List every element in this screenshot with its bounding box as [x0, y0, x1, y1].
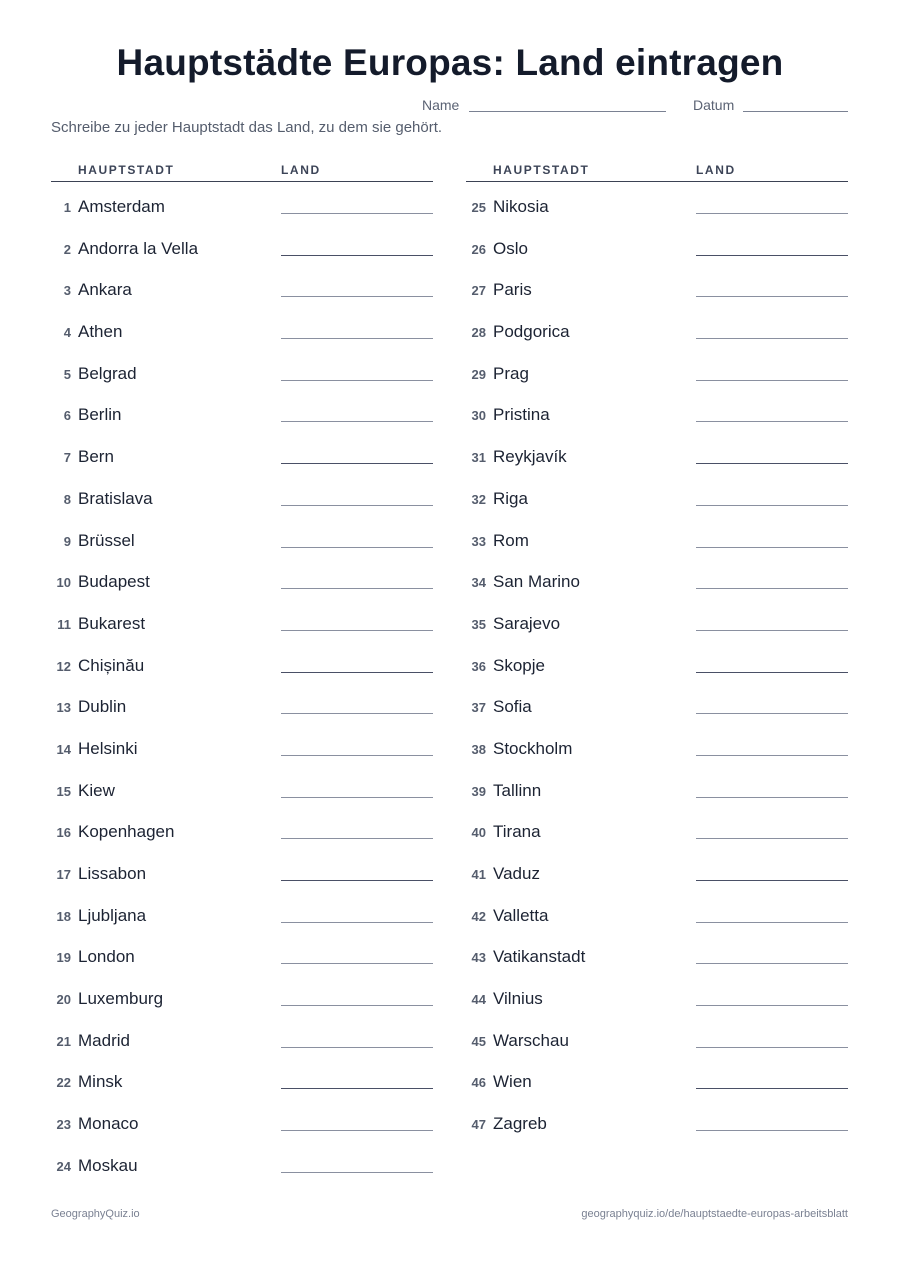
list-item: [51, 932, 433, 974]
list-item: [466, 766, 848, 808]
list-item: [466, 682, 848, 724]
list-item: [466, 390, 848, 432]
country-answer-line[interactable]: [696, 838, 848, 839]
country-answer-line[interactable]: [696, 296, 848, 297]
capital-name: Monaco: [78, 1114, 139, 1134]
country-answer-line[interactable]: [696, 547, 848, 548]
list-item: [51, 599, 433, 641]
item-number: 9: [63, 533, 71, 549]
item-number: 28: [471, 325, 486, 341]
country-answer-line[interactable]: [281, 755, 433, 756]
column-header: [466, 160, 848, 182]
list-item: [466, 1099, 848, 1141]
list-item: [51, 807, 433, 849]
list-item: [466, 974, 848, 1016]
capital-name: Nikosia: [493, 197, 549, 216]
list-item: [51, 474, 433, 516]
capital-name: Kopenhagen: [78, 822, 175, 842]
footer-url: geographyquiz.io/de/hauptstaedte-europas-arbeitsblatt: [581, 1208, 848, 1220]
item-number: 4: [63, 325, 71, 341]
country-answer-line[interactable]: [696, 213, 848, 214]
capital-name: Skopje: [493, 655, 545, 675]
item-number: 15: [56, 783, 71, 799]
column-header: [51, 160, 433, 182]
list-item: [51, 766, 433, 808]
country-answer-line[interactable]: [281, 547, 433, 548]
item-number: 31: [471, 450, 486, 466]
country-answer-line[interactable]: [696, 880, 848, 881]
country-answer-line[interactable]: [696, 255, 848, 256]
capital-name: Madrid: [78, 1030, 130, 1050]
capital-list-left: [51, 182, 433, 1183]
capital-list-right: [466, 182, 848, 1141]
capital-name: Bukarest: [78, 613, 146, 633]
list-item: [51, 974, 433, 1016]
list-item: [466, 807, 848, 849]
item-number: 41: [471, 867, 486, 882]
right-column: [466, 160, 848, 1141]
item-number: 23: [56, 1117, 71, 1133]
country-answer-line[interactable]: [696, 380, 848, 381]
list-item: [51, 1099, 433, 1141]
capital-name: Luxemburg: [78, 989, 164, 1009]
country-answer-line[interactable]: [281, 338, 433, 339]
name-date-fields: [0, 96, 900, 116]
capital-name: Reykjavík: [493, 447, 567, 467]
list-item: [466, 1057, 848, 1099]
item-number: 8: [63, 491, 71, 507]
capital-name: Kiew: [78, 780, 115, 800]
item-number: 22: [56, 1075, 71, 1091]
list-item: [466, 474, 848, 516]
name-field[interactable]: [469, 111, 666, 112]
capital-name: Stockholm: [493, 738, 573, 758]
list-item: [466, 1016, 848, 1058]
item-number: 30: [471, 408, 486, 424]
item-number: 44: [471, 992, 486, 1008]
list-item: [51, 349, 433, 391]
capital-name: Riga: [493, 488, 528, 508]
capital-header: HAUPTSTADT: [78, 163, 175, 177]
capital-name: Warschau: [493, 1030, 569, 1050]
item-number: 29: [471, 366, 486, 382]
country-answer-line[interactable]: [281, 672, 433, 673]
capital-name: Vatikanstadt: [493, 947, 586, 967]
list-item: [466, 265, 848, 307]
country-answer-line[interactable]: [281, 1088, 433, 1089]
country-answer-line[interactable]: [696, 963, 848, 964]
list-item: [466, 641, 848, 683]
capital-name: Athen: [78, 322, 123, 342]
country-answer-line[interactable]: [281, 588, 433, 589]
item-number: 27: [471, 283, 486, 299]
country-answer-line[interactable]: [281, 255, 433, 256]
capital-name: Belgrad: [78, 363, 137, 383]
country-answer-line[interactable]: [696, 338, 848, 339]
item-number: 45: [471, 1033, 486, 1049]
capital-name: Helsinki: [78, 738, 138, 758]
capital-name: Budapest: [78, 572, 150, 592]
country-header: LAND: [281, 163, 321, 177]
country-answer-line[interactable]: [281, 1172, 433, 1173]
country-answer-line[interactable]: [696, 588, 848, 589]
country-answer-line[interactable]: [281, 963, 433, 964]
list-item: [51, 265, 433, 307]
country-answer-line[interactable]: [281, 213, 433, 214]
capital-name: Vilnius: [493, 989, 543, 1009]
country-answer-line[interactable]: [281, 1130, 433, 1131]
list-item: [51, 516, 433, 558]
item-number: 19: [56, 950, 71, 966]
capital-name: Sarajevo: [493, 613, 561, 633]
capital-name: Andorra la Vella: [78, 238, 199, 258]
list-item: [51, 557, 433, 599]
list-item: [51, 724, 433, 766]
list-item: [51, 849, 433, 891]
country-answer-line[interactable]: [281, 505, 433, 506]
item-number: 46: [471, 1075, 486, 1091]
capital-name: Valletta: [493, 905, 549, 925]
item-number: 34: [471, 575, 486, 591]
item-number: 26: [471, 241, 486, 257]
item-number: 38: [471, 741, 486, 757]
country-answer-line[interactable]: [281, 713, 433, 714]
country-answer-line[interactable]: [696, 1005, 848, 1006]
list-item: [466, 182, 848, 224]
item-number: 21: [56, 1033, 71, 1049]
list-item: [51, 432, 433, 474]
country-answer-line[interactable]: [281, 797, 433, 798]
list-item: [51, 1057, 433, 1099]
country-answer-line[interactable]: [281, 463, 433, 464]
list-item: [466, 349, 848, 391]
list-item: [51, 641, 433, 683]
country-answer-line[interactable]: [281, 838, 433, 839]
item-number: 6: [63, 408, 71, 424]
capital-name: Chișinău: [78, 655, 145, 675]
left-column: [51, 160, 433, 1183]
item-number: 25: [471, 200, 486, 215]
item-number: 37: [471, 700, 486, 716]
list-item: [466, 307, 848, 349]
country-answer-line[interactable]: [281, 922, 433, 923]
list-item: [466, 599, 848, 641]
capital-name: Paris: [493, 280, 532, 300]
capital-name: Tirana: [493, 822, 541, 842]
item-number: 18: [56, 908, 71, 924]
item-number: 17: [56, 867, 71, 882]
item-number: 1: [63, 200, 71, 215]
capital-name: Vaduz: [493, 864, 540, 883]
list-item: [466, 891, 848, 933]
item-number: 32: [471, 491, 486, 507]
country-answer-line[interactable]: [696, 630, 848, 631]
item-number: 12: [56, 658, 71, 674]
date-label: Datum: [693, 97, 735, 113]
list-item: [51, 182, 433, 224]
country-answer-line[interactable]: [696, 505, 848, 506]
country-answer-line[interactable]: [281, 380, 433, 381]
item-number: 39: [471, 783, 486, 799]
capital-name: Minsk: [78, 1072, 123, 1092]
country-answer-line[interactable]: [696, 463, 848, 464]
country-answer-line[interactable]: [281, 1005, 433, 1006]
capital-name: San Marino: [493, 572, 580, 592]
item-number: 11: [57, 616, 71, 632]
list-item: [466, 724, 848, 766]
list-item: [466, 224, 848, 266]
capital-name: Podgorica: [493, 322, 570, 342]
list-item: [466, 432, 848, 474]
capital-name: Moskau: [78, 1155, 138, 1175]
country-answer-line[interactable]: [281, 630, 433, 631]
list-item: [51, 891, 433, 933]
country-answer-line[interactable]: [696, 922, 848, 923]
country-answer-line[interactable]: [696, 1088, 848, 1089]
country-answer-line[interactable]: [696, 797, 848, 798]
list-item: [466, 849, 848, 891]
capital-name: Berlin: [78, 405, 122, 425]
list-item: [466, 557, 848, 599]
capital-name: Prag: [493, 363, 529, 383]
country-answer-line[interactable]: [281, 880, 433, 881]
country-answer-line[interactable]: [696, 1130, 848, 1131]
footer-brand: GeographyQuiz.io: [51, 1208, 140, 1220]
date-field[interactable]: [743, 111, 848, 112]
capital-name: Dublin: [78, 697, 127, 717]
list-item: [466, 516, 848, 558]
item-number: 5: [63, 366, 71, 382]
capital-name: Lissabon: [78, 864, 147, 883]
list-item: [51, 1016, 433, 1058]
country-answer-line[interactable]: [281, 1047, 433, 1048]
country-header: LAND: [696, 163, 736, 177]
item-number: 42: [471, 908, 486, 924]
item-number: 36: [471, 658, 486, 674]
item-number: 16: [56, 825, 71, 841]
item-number: 40: [471, 825, 486, 841]
capital-name: Bratislava: [78, 488, 153, 508]
country-answer-line[interactable]: [281, 296, 433, 297]
item-number: 10: [56, 575, 71, 591]
item-number: 43: [471, 950, 486, 966]
item-number: 3: [63, 283, 71, 299]
capital-name: Amsterdam: [78, 197, 165, 216]
capital-name: London: [78, 947, 135, 967]
item-number: 35: [471, 616, 486, 632]
list-item: [51, 307, 433, 349]
country-answer-line[interactable]: [696, 1047, 848, 1048]
country-answer-line[interactable]: [696, 713, 848, 714]
capital-name: Rom: [493, 530, 529, 550]
item-number: 33: [471, 533, 486, 549]
instructions: Schreibe zu jeder Hauptstadt das Land, zu dem sie gehört.: [51, 119, 443, 136]
item-number: 2: [63, 241, 71, 257]
capital-name: Ljubljana: [78, 905, 147, 925]
capital-name: Oslo: [493, 238, 528, 258]
capital-name: Sofia: [493, 697, 532, 717]
list-item: [51, 390, 433, 432]
name-label: Name: [422, 97, 460, 113]
capital-name: Brüssel: [78, 530, 135, 550]
worksheet-title: Hauptstädte Europas: Land eintragen: [116, 42, 784, 83]
item-number: 47: [471, 1117, 486, 1133]
country-answer-line[interactable]: [696, 755, 848, 756]
capital-name: Bern: [78, 447, 114, 467]
list-item: [51, 224, 433, 266]
list-item: [51, 682, 433, 724]
item-number: 13: [56, 700, 71, 716]
item-number: 14: [56, 741, 71, 757]
item-number: 24: [56, 1158, 71, 1174]
country-answer-line[interactable]: [696, 672, 848, 673]
item-number: 7: [63, 450, 71, 466]
capital-name: Zagreb: [493, 1114, 547, 1134]
list-item: [51, 1141, 433, 1183]
capital-name: Ankara: [78, 280, 132, 300]
country-answer-line[interactable]: [281, 421, 433, 422]
capital-name: Wien: [493, 1072, 532, 1092]
item-number: 20: [56, 992, 71, 1008]
country-answer-line[interactable]: [696, 421, 848, 422]
capital-header: HAUPTSTADT: [493, 163, 590, 177]
capital-name: Pristina: [493, 405, 550, 425]
capital-name: Tallinn: [493, 780, 542, 800]
list-item: [466, 932, 848, 974]
